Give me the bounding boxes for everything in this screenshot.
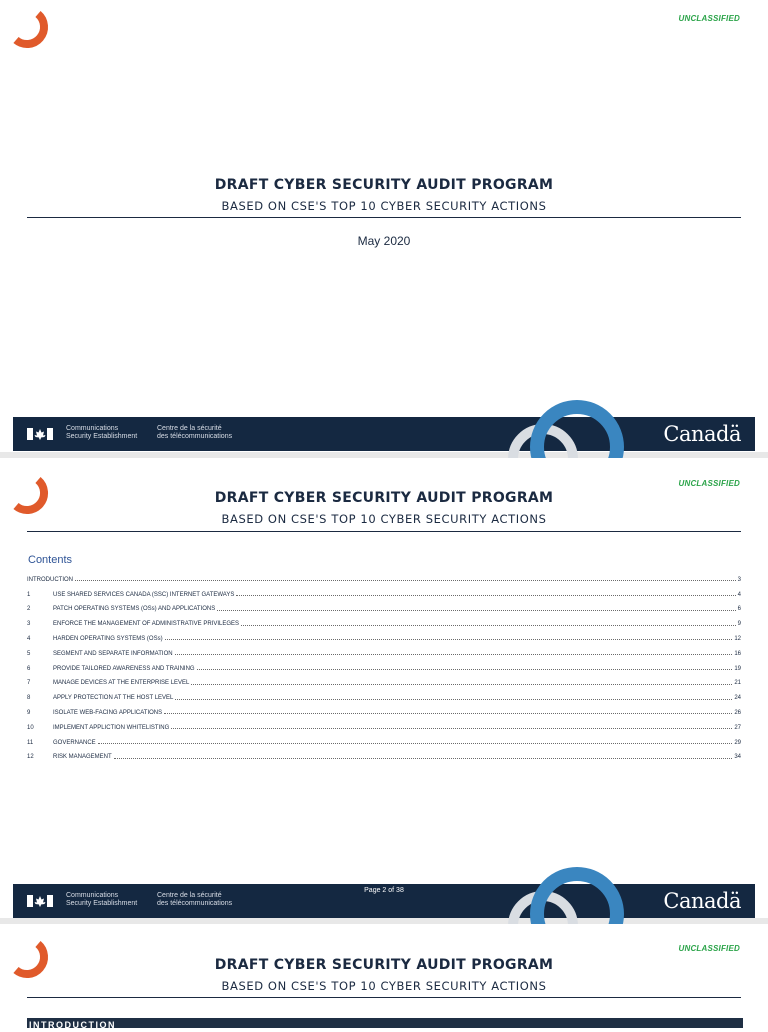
- org-name-en: [66, 892, 137, 908]
- canada-flag-icon: [27, 895, 53, 907]
- toc-entry-page: 24: [734, 695, 741, 702]
- toc-entry-page: 3: [737, 576, 741, 583]
- page-cover: [0, 0, 768, 452]
- toc-entry-number: 11: [27, 739, 34, 746]
- toc-entry[interactable]: [27, 746, 741, 761]
- toc-entry-page: 27: [734, 724, 741, 731]
- toc-entry[interactable]: [27, 672, 741, 687]
- toc-entry[interactable]: [27, 583, 741, 598]
- toc-entry[interactable]: [27, 701, 741, 716]
- toc-entry[interactable]: [27, 598, 741, 613]
- toc-entry-label: ISOLATE WEB-FACING APPLICATIONS: [53, 709, 163, 716]
- cover-date: May 2020: [357, 234, 411, 248]
- title-rule: [27, 997, 741, 998]
- document-subtitle: BASED ON CSE'S TOP 10 CYBER SECURITY ACTIONS: [221, 512, 547, 526]
- page-contents: [0, 458, 768, 918]
- toc-dot-leader: [217, 609, 735, 611]
- toc-entry[interactable]: [27, 627, 741, 642]
- document-subtitle: BASED ON CSE'S TOP 10 CYBER SECURITY ACTIONS: [221, 199, 547, 213]
- toc-dot-leader: [175, 653, 733, 655]
- contents-heading: Contents: [28, 554, 73, 566]
- document-title: DRAFT CYBER SECURITY AUDIT PROGRAM: [214, 177, 554, 193]
- page-number: Page 2 of 38: [364, 887, 404, 894]
- toc-entry-page: 12: [734, 635, 741, 642]
- toc-dot-leader: [175, 698, 732, 700]
- toc-entry[interactable]: [27, 642, 741, 657]
- toc-entry[interactable]: [27, 716, 741, 731]
- toc-entry-label: PATCH OPERATING SYSTEMS (OSs) AND APPLICATIONS: [53, 606, 216, 613]
- toc-dot-leader: [241, 624, 736, 626]
- classification-label: UNCLASSIFIED: [678, 479, 740, 488]
- org-name-en-line1: Communications: [66, 892, 119, 899]
- classification-label: UNCLASSIFIED: [678, 14, 740, 23]
- toc-dot-leader: [191, 683, 732, 685]
- org-name-en-line2: Security Establishment: [66, 433, 138, 440]
- toc-dot-leader: [114, 757, 733, 759]
- cse-crescent-logo-icon: [10, 10, 54, 54]
- toc-entry-label: PROVIDE TAILORED AWARENESS AND TRAINING: [53, 665, 195, 672]
- toc-entry-number: 6: [27, 665, 31, 672]
- classification-label: UNCLASSIFIED: [678, 944, 740, 953]
- document-title: DRAFT CYBER SECURITY AUDIT PROGRAM: [214, 490, 554, 506]
- toc-entry-number: 1: [27, 591, 31, 598]
- org-name-en-line1: Communications: [66, 425, 119, 432]
- table-of-contents: [27, 568, 741, 760]
- org-name-fr-line1: Centre de la sécurité: [157, 892, 222, 899]
- toc-dot-leader: [165, 638, 733, 640]
- toc-entry-page: 16: [734, 650, 741, 657]
- toc-dot-leader: [164, 712, 732, 714]
- toc-entry-label: RISK MANAGEMENT: [53, 754, 112, 761]
- toc-dot-leader: [197, 668, 733, 670]
- toc-entry-label: SEGMENT AND SEPARATE INFORMATION: [53, 650, 173, 657]
- toc-entry[interactable]: [27, 568, 741, 583]
- toc-entry-number: 12: [27, 754, 34, 761]
- org-name-fr: [157, 892, 232, 908]
- toc-entry[interactable]: [27, 657, 741, 672]
- title-rule: [27, 531, 741, 532]
- document-subtitle: BASED ON CSE'S TOP 10 CYBER SECURITY ACTIONS: [221, 979, 547, 993]
- toc-entry-page: 19: [734, 665, 741, 672]
- toc-entry-number: 5: [27, 650, 31, 657]
- toc-entry-label: USE SHARED SERVICES CANADA (SSC) INTERNET GATEWAYS: [53, 591, 235, 598]
- toc-entry[interactable]: [27, 731, 741, 746]
- canada-flag-icon: [27, 428, 53, 440]
- toc-entry-label: APPLY PROTECTION AT THE HOST LEVEL: [53, 695, 174, 702]
- toc-entry-page: 26: [734, 709, 741, 716]
- toc-entry-page: 9: [737, 621, 741, 628]
- toc-entry-page: 34: [734, 754, 741, 761]
- toc-entry-number: 10: [27, 724, 34, 731]
- toc-entry-number: 8: [27, 695, 31, 702]
- toc-entry-number: 4: [27, 635, 31, 642]
- section-heading-bar: INTRODUCTION: [27, 1018, 743, 1028]
- org-name-en-line2: Security Establishment: [66, 900, 138, 907]
- org-name-fr-line2: des télécommunications: [157, 433, 233, 440]
- toc-entry-page: 6: [737, 606, 741, 613]
- toc-entry-page: 29: [734, 739, 741, 746]
- footer-band: [13, 884, 755, 918]
- document-title: DRAFT CYBER SECURITY AUDIT PROGRAM: [214, 957, 554, 973]
- org-name-fr-line1: Centre de la sécurité: [157, 425, 222, 432]
- toc-dot-leader: [75, 579, 736, 581]
- footer-band: [13, 417, 755, 451]
- toc-dot-leader: [98, 742, 733, 744]
- toc-dot-leader: [171, 727, 732, 729]
- canada-wordmark: Canadä: [663, 889, 741, 913]
- toc-entry-number: 7: [27, 680, 31, 687]
- toc-entry-label: INTRODUCTION: [27, 576, 73, 583]
- toc-entry-number: 3: [27, 621, 31, 628]
- toc-entry-page: 21: [734, 680, 741, 687]
- toc-entry-label: MANAGE DEVICES AT THE ENTERPRISE LEVEL: [53, 680, 190, 687]
- toc-entry[interactable]: [27, 686, 741, 701]
- org-name-fr: [157, 425, 232, 441]
- toc-entry[interactable]: [27, 612, 741, 627]
- canada-wordmark: Canadä: [663, 422, 741, 446]
- toc-entry-number: 9: [27, 709, 31, 716]
- page-introduction: [0, 924, 768, 1030]
- title-rule: [27, 217, 741, 218]
- toc-entry-label: GOVERNANCE: [53, 739, 96, 746]
- toc-dot-leader: [236, 594, 735, 596]
- org-name-en: [66, 425, 137, 441]
- toc-entry-label: IMPLEMENT APPLICTION WHITELISTING: [53, 724, 170, 731]
- org-name-fr-line2: des télécommunications: [157, 900, 233, 907]
- toc-entry-label: ENFORCE THE MANAGEMENT OF ADMINISTRATIVE PRIVILEGES: [53, 621, 240, 628]
- toc-entry-label: HARDEN OPERATING SYSTEMS (OSs): [53, 635, 163, 642]
- toc-entry-number: 2: [27, 606, 31, 613]
- toc-entry-page: 4: [737, 591, 741, 598]
